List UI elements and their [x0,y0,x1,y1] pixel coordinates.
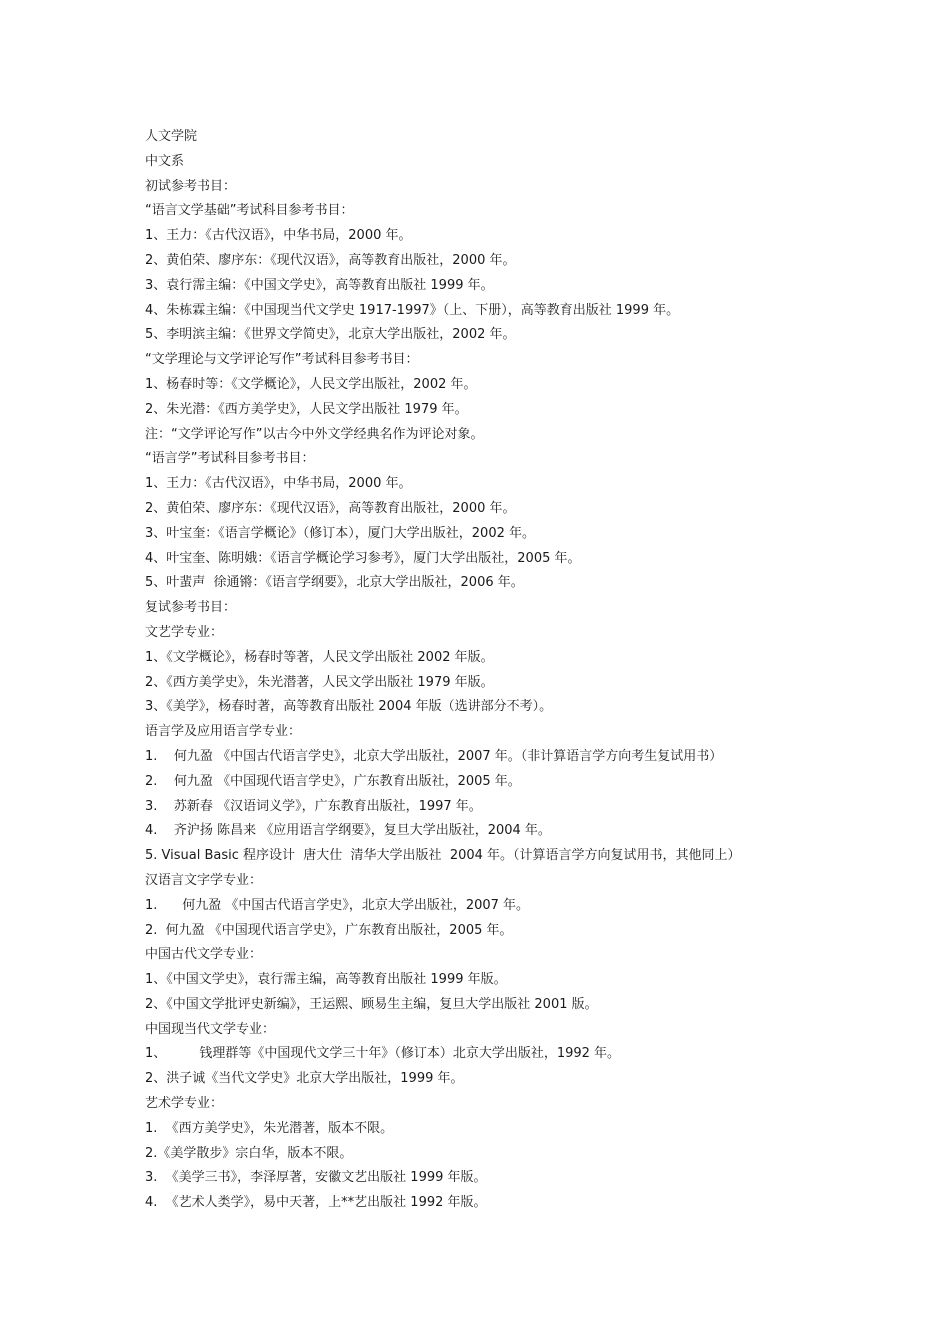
text-line: 中国现当代文学专业： [145,1021,276,1037]
text-line: 2、朱光潜：《西方美学史》，人民文学出版社 1979 年。 [145,401,468,417]
text-line: 2、黄伯荣、廖序东：《现代汉语》，高等教育出版社，2000 年。 [145,252,516,268]
text-line: 4. 齐沪扬 陈昌来 《应用语言学纲要》，复旦大学出版社，2004 年。 [145,823,551,839]
text-line: 1. 《西方美学史》，朱光潜著，版本不限。 [145,1120,394,1136]
text-line: 1、 钱理群等《中国现代文学三十年》（修订本）北京大学出版社，1992 年。 [145,1046,621,1062]
text-line: 汉语言文字学专业： [145,872,263,888]
text-line: 1. 何九盈 《中国古代语言学史》，北京大学出版社，2007 年。 [145,897,530,913]
text-line: 2、《西方美学史》，朱光潜著，人民文学出版社 1979 年版。 [145,674,494,690]
text-line: 2.《美学散步》宗白华，版本不限。 [145,1145,353,1161]
text-line: 1、王力：《古代汉语》，中华书局，2000 年。 [145,228,412,244]
text-line: 3. 苏新春 《汉语词义学》，广东教育出版社，1997 年。 [145,798,482,814]
text-line: “语言学”考试科目参考书目： [145,451,315,467]
text-line: 3. 《美学三书》，李泽厚著，安徽文艺出版社 1999 年版。 [145,1170,487,1186]
text-line: 人文学院 [145,129,198,144]
text-line: 3、叶宝奎：《语言学概论》（修订本），厦门大学出版社，2002 年。 [145,525,535,541]
text-line: 1、《中国文学史》，袁行霈主编，高等教育出版社 1999 年版。 [145,972,507,988]
text-line: “语言文学基础”考试科目参考书目： [145,203,354,219]
text-line: 2、黄伯荣、廖序东：《现代汉语》，高等教育出版社，2000 年。 [145,500,516,516]
text-line: “文学理论与文学评论写作”考试科目参考书目： [145,352,419,368]
text-line: 4、朱栋霖主编：《中国现当代文学史 1917-1997》（上、下册），高等教育出版社 1999 年。 [145,302,680,318]
text-line: 复试参考书目： [145,600,237,616]
text-line: 5. Visual Basic 程序设计 唐大仕 清华大学出版社 2004 年。（计算语言学方向复试用书，其他同上） [145,848,741,864]
text-line: 中国古代文学专业： [145,947,263,963]
text-line: 3、袁行霈主编：《中国文学史》，高等教育出版社 1999 年。 [145,277,494,293]
text-line: 3、《美学》，杨春时著，高等教育出版社 2004 年版（选讲部分不考）。 [145,699,553,715]
text-line: 5、叶蜚声 徐通锵：《语言学纲要》，北京大学出版社，2006 年。 [145,575,524,591]
text-line: 1、杨春时等：《文学概论》，人民文学出版社，2002 年。 [145,376,477,392]
text-line: 1. 何九盈 《中国古代语言学史》，北京大学出版社，2007 年。（非计算语言学方向考生复试用书） [145,748,723,764]
text-line: 2. 何九盈 《中国现代语言学史》，广东教育出版社，2005 年。 [145,773,521,789]
text-line: 1、王力：《古代汉语》，中华书局，2000 年。 [145,476,412,492]
text-line: 2、洪子诚《当代文学史》北京大学出版社，1999 年。 [145,1071,464,1087]
text-line: 4. 《艺术人类学》，易中天著，上**艺出版社 1992 年版。 [145,1195,487,1211]
text-line: 2、《中国文学批评史新编》，王运熙、顾易生主编，复旦大学出版社 2001 版。 [145,996,598,1012]
text-line: 注：“文学评论写作”以古今中外文学经典名作为评论对象。 [145,426,484,442]
text-line: 语言学及应用语言学专业： [145,724,302,740]
text-line: 4、叶宝奎、陈明娥：《语言学概论学习参考》，厦门大学出版社，2005 年。 [145,550,581,566]
document-body [145,125,905,1216]
text-line: 初试参考书目： [145,178,237,194]
text-line: 2. 何九盈 《中国现代语言学史》，广东教育出版社，2005 年。 [145,922,513,938]
text-line: 1、《文学概论》，杨春时等著，人民文学出版社 2002 年版。 [145,649,494,665]
text-line: 5、李明滨主编：《世界文学简史》，北京大学出版社，2002 年。 [145,327,516,343]
text-line: 中文系 [145,153,185,169]
text-line: 艺术学专业： [145,1096,224,1112]
text-line: 文艺学专业： [145,624,224,640]
